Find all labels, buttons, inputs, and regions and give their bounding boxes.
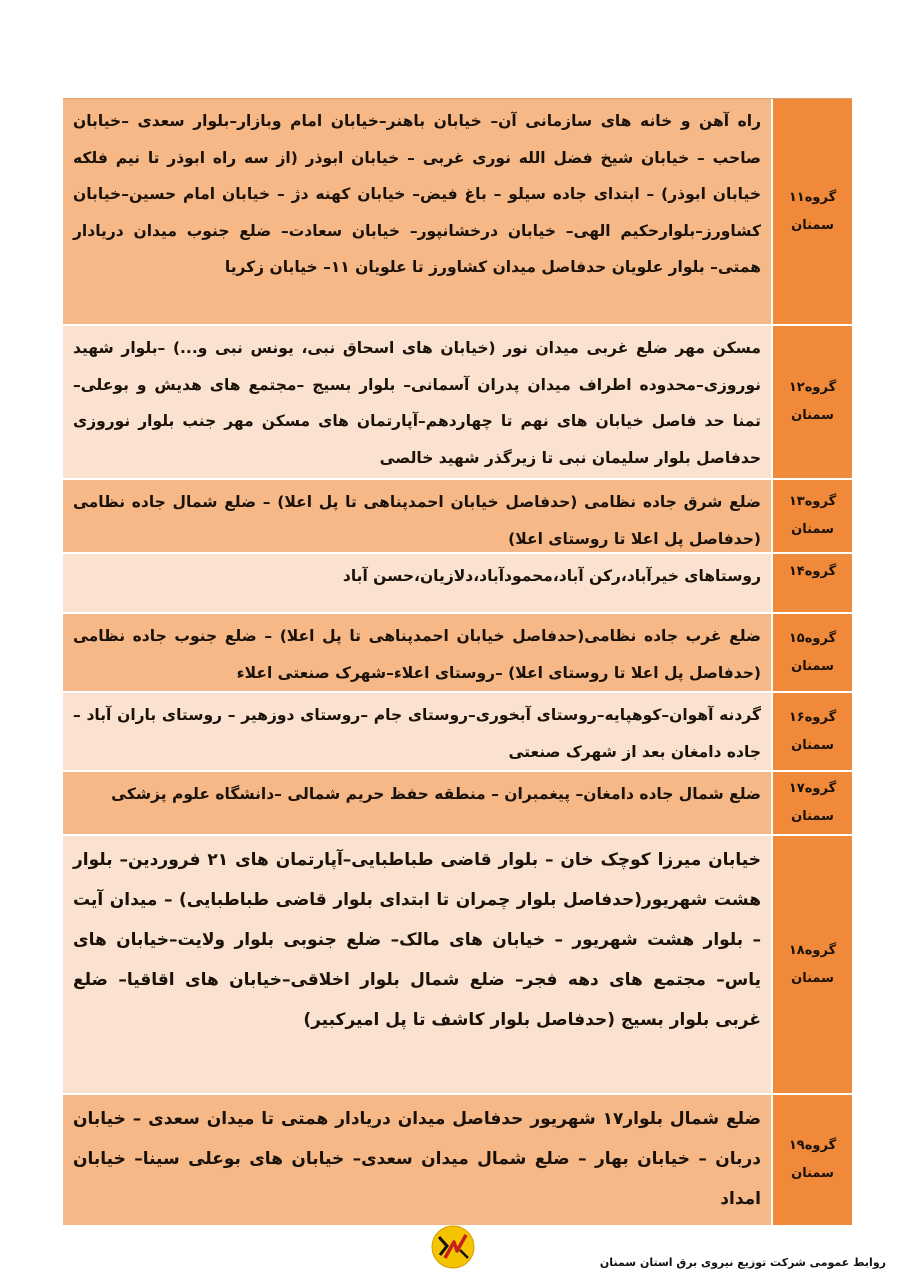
city-label: سمنان xyxy=(791,737,834,753)
group-cell xyxy=(771,772,852,834)
group-label: گروه۱۳ xyxy=(788,494,837,509)
area-description: راه آهن و خانه های سازمانی آن– خیابان باهنر–خیابان امام وبازار–بلوار سعدی –خیابان صاحب – خیابان شیخ فضل الله نوری غربی – خیابان ابوذر (از سه راه ابوذر تا نیم فلکه خیابان ابوذر) – ابتدای جاده سیلو – باغ فیض– خیابان کهنه دژ – خیابان امام حسین–خیابان کشاورز–بلوارحکیم الهی– خیابان درخشانپور– خیابان سعادت– ضلع جنوب میدان دریادار همتی– بلوار علویان حدفاصل میدان کشاورز تا علویان ۱۱– خیابان زکریا xyxy=(63,99,771,324)
group-label: گروه۱۵ xyxy=(788,630,837,646)
city-label: سمنان xyxy=(791,408,834,423)
area-description: ضلع شمال جاده دامغان– پیغمبران – منطقه حفظ حریم شمالی –دانشگاه علوم پزشکی xyxy=(63,772,771,834)
table-row xyxy=(63,772,852,836)
area-description: مسکن مهر ضلع غربی میدان نور (خیابان های اسحاق نبی، یونس نبی و...) –بلوار شهید نوروزی–محدوده اطراف میدان پدران آسمانی– بلوار بسیج –مجتمع های هدیش و بوعلی–تمنا حد فاصل خیابان های نهم تا چهاردهم–آپارتمان های مسکن مهر جنب بلوار نوروزی حدفاصل بلوار سلیمان نبی تا زیرگذر شهید خالصی xyxy=(63,326,771,478)
city-label: سمنان xyxy=(791,970,834,986)
group-cell xyxy=(771,614,852,691)
group-label: گروه۱۹ xyxy=(788,1138,837,1153)
group-label: گروه۱۸ xyxy=(788,942,837,958)
group-cell xyxy=(771,554,852,612)
area-description: ضلع شرق جاده نظامی (حدفاصل خیابان احمدپناهی تا پل اعلا) – ضلع شمال جاده نظامی (حدفاصل پل اعلا تا روستای اعلا) xyxy=(63,480,771,552)
city-label: سمنان xyxy=(791,809,834,824)
area-description: گردنه آهوان–کوهپایه–روستای آبخوری–روستای جام –روستای دوزهیر – روستای باران آباد – جاده دامغان بعد از شهرک صنعتی xyxy=(63,693,771,770)
group-cell xyxy=(771,836,852,1093)
group-cell xyxy=(771,326,852,478)
group-label: گروه۱۶ xyxy=(788,709,837,725)
area-description: ضلع شمال بلوار۱۷ شهریور حدفاصل میدان دریادار همتی تا میدان سعدی – خیابان دربان – خیابان بهار – ضلع شمال میدان سعدی– خیابان های بوعلی سینا– خیابان امداد xyxy=(63,1095,771,1225)
table-row xyxy=(63,99,852,326)
group-label: گروه۱۴ xyxy=(788,564,837,579)
group-label: گروه۱۲ xyxy=(788,380,837,395)
table-row xyxy=(63,554,852,614)
table-row xyxy=(63,836,852,1095)
table-row xyxy=(63,326,852,480)
footer-credit: روابط عمومی شرکت توزیع نیروی برق استان سمنان xyxy=(599,1256,886,1269)
group-cell xyxy=(771,1095,852,1225)
table-row xyxy=(63,1095,852,1227)
city-label: سمنان xyxy=(791,658,834,674)
group-label: گروه۱۷ xyxy=(788,781,837,796)
table-row xyxy=(63,614,852,693)
table-row xyxy=(63,693,852,772)
outage-schedule-table xyxy=(63,98,852,1227)
area-description: ضلع غرب جاده نظامی(حدفاصل خیابان احمدپناهی تا پل اعلا) – ضلع جنوب جاده نظامی (حدفاصل پل اعلا تا روستای اعلا) –روستای اعلاء–شهرک صنعتی اعلاء xyxy=(63,614,771,691)
power-company-logo-icon xyxy=(430,1224,476,1270)
city-label: سمنان xyxy=(791,522,834,537)
group-label: گروه۱۱ xyxy=(788,189,837,205)
city-label: سمنان xyxy=(791,1166,834,1181)
area-description: خیابان میرزا کوچک خان – بلوار قاضی طباطبایی–آپارتمان های ۲۱ فروردین– بلوار هشت شهریور(حدفاصل بلوار چمران تا ابتدای بلوار قاضی طباطبایی) – میدان آیت – بلوار هشت شهریور – خیابان های مالک– ضلع جنوبی بلوار ولایت–خیابان های یاس– مجتمع های دهه فجر– ضلع شمال بلوار اخلاقی–خیابان های اقاقیا– ضلع غربی بلوار بسیج (حدفاصل بلوار کاشف تا پل امیرکبیر) xyxy=(63,836,771,1093)
group-cell xyxy=(771,99,852,324)
area-description: روستاهای خیرآباد،رکن آباد،محمودآباد،دلازیان،حسن آباد xyxy=(63,554,771,612)
group-cell xyxy=(771,480,852,552)
city-label: سمنان xyxy=(791,217,834,233)
table-row xyxy=(63,480,852,554)
group-cell xyxy=(771,693,852,770)
